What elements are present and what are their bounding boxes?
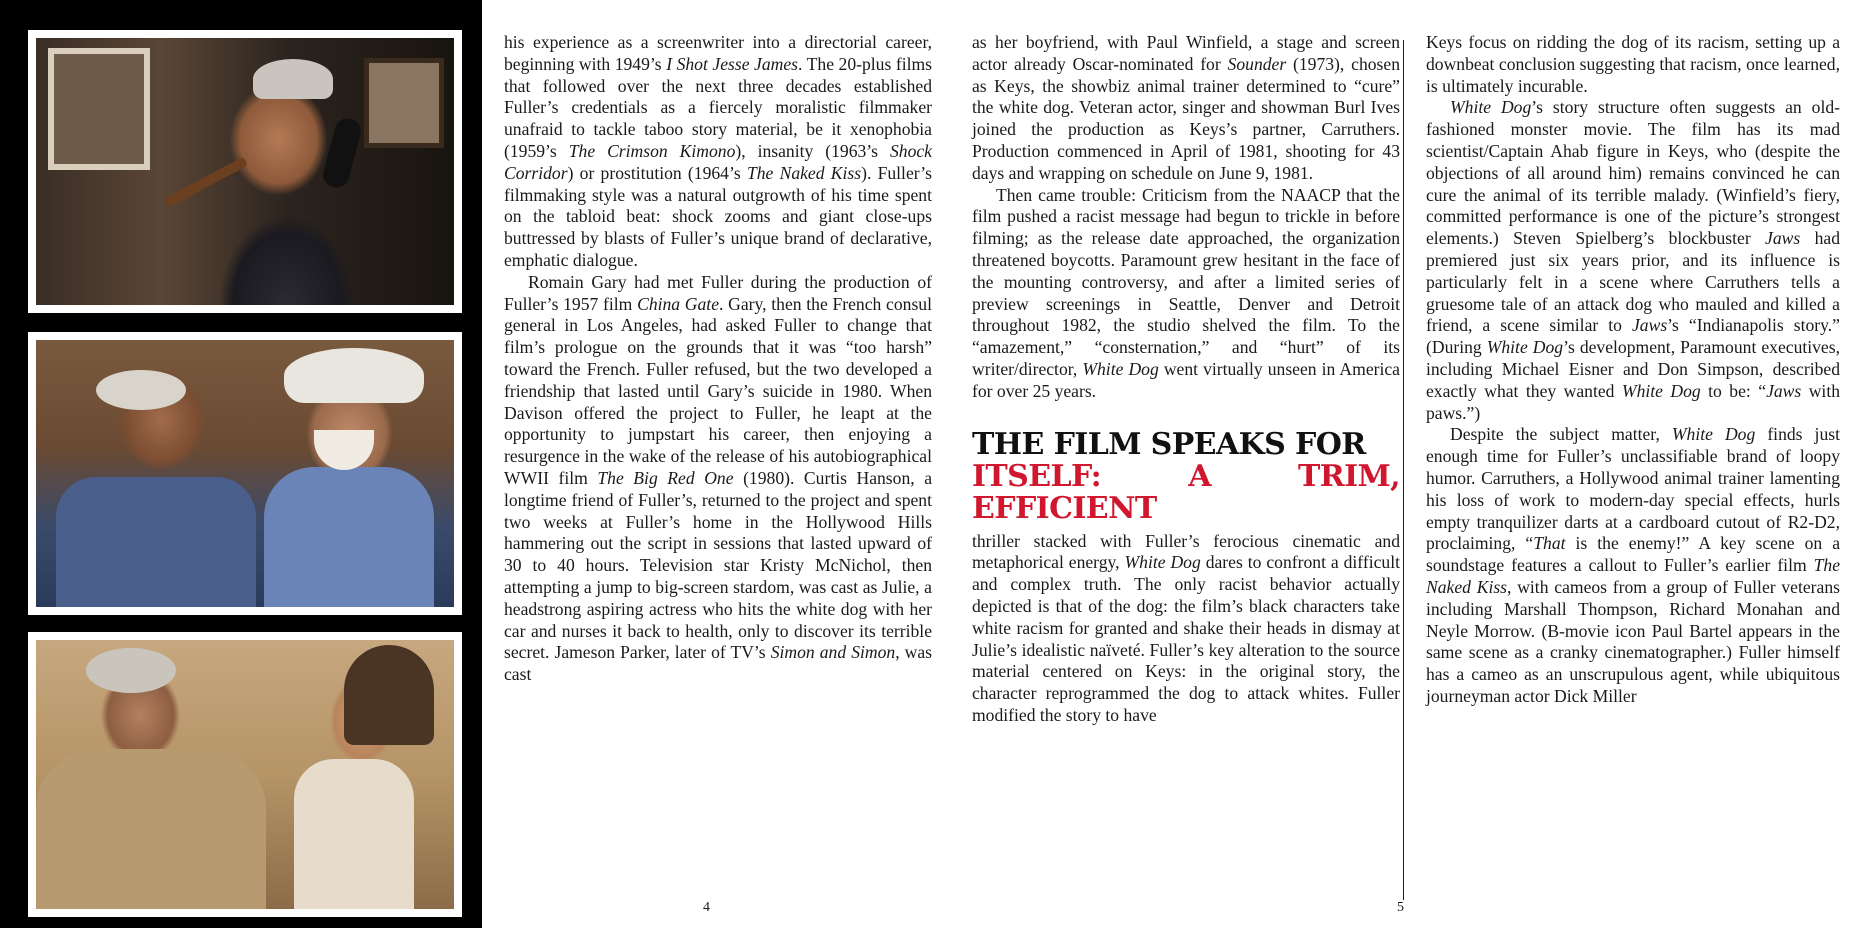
photo-fuller-on-phone <box>28 30 462 313</box>
italic-title: White Dog <box>1082 358 1159 379</box>
woman-figure <box>294 759 414 909</box>
paragraph: Despite the subject matter, White Dog finds just enough time for Fuller’s unclassifiable brand of loopy humor. Carruthers, a Hollywood animal trainer lamenting his loss of work to modern-day special effects, hurls empty tranquilizer darts at a cardboard cutout of R2-D2, proclaiming, “That is the enemy!” A key scene on a soundstage features a callout to Fuller’s earlier film The Naked Kiss, with cameos from a group of Fuller veterans including Marshall Thompson, Richard Monahan and Neyle Morrow. (B-movie icon Paul Bartel appears in the same scene as a cranky cinematographer.) Fuller himself has a cameo as an unscrupulous agent, while ubiquitous journeyman actor Dick Miller <box>1426 424 1840 706</box>
italic-title: White Dog <box>1621 380 1701 401</box>
italic-title: China Gate <box>637 293 720 314</box>
gray-hair <box>86 648 176 693</box>
paragraph: his experience as a screenwriter into a directorial career, beginning with 1949’s I Shot Jesse James. The 20-plus films that followed over the next three decades established Fuller’s credentials as a fiercely moralistic filmmaker unafraid to tackle taboo story material, be it xenophobia (1959’s The Crimson Kimono), insanity (1963’s Shock Corridor) or prostitution (1964’s The Naked Kiss). Fuller’s filmmaking style was a natural outgrowth of his time spent on the tabloid beat: shock zooms and giant close-ups buttressed by blasts of Fuller’s unique brand of declarative, emphatic dialogue. <box>504 32 933 270</box>
photo-two-men-talking-image <box>36 340 454 607</box>
italic-title: The Naked Kiss <box>1426 555 1840 597</box>
italic-title: The Big Red One <box>597 467 734 488</box>
italic-title: White Dog <box>1124 552 1201 573</box>
column-2 <box>972 32 1400 727</box>
page-number-left: 4 <box>703 900 710 915</box>
italic-title: Simon and Simon <box>770 642 896 663</box>
column-1 <box>504 32 932 686</box>
paragraph: Then came trouble: Criticism from the NAACP that the film pushed a racist message had begun to trickle in before filming; as the release date approached, the organization threatened boycotts. Paramount grew hesitant in the face of the mounting controversy, and after a limited series of preview screenings in Seattle, Denver and Detroit throughout 1982, the studio shelved the film. To the “amazement,” “consternation,” and “hurt” of its writer/director, White Dog went virtually unseen in America for over 25 years. <box>972 184 1400 401</box>
white-beard <box>314 430 374 470</box>
italic-title: White Dog <box>1450 97 1532 118</box>
light-blue-shirt <box>264 467 434 607</box>
photo-man-and-woman <box>28 632 462 917</box>
white-hat <box>284 348 424 403</box>
paragraph: Romain Gary had met Fuller during the production of Fuller’s 1957 film China Gate. Gary, then the French consul general in Los Angeles, had asked Fuller to change that film’s prologue on the grounds that it was “too harsh” toward the French. Fuller refused, but the two developed a friendship that lasted until Gary’s suicide in 1980. When Davison offered the project to Fuller, he leapt at the opportunity to jumpstart his career, then enjoying a resurgence in the wake of the release of his autobiographical WWII film The Big Red One (1980). Curtis Hanson, a longtime friend of Fuller’s, returned to the project and spent two weeks at Fuller’s home in the Hollywood Hills hammering out the script in sessions that lasted upward of 30 to 40 hours. Television star Kristy McNichol, then attempting a jump to big-screen stardom, was cast as Julie, a headstrong aspiring actress who hits the white dog with her car and nurses it back to health, only to discover its terrible secret. Jameson Parker, later of TV’s Simon and Simon, was cast <box>504 271 933 685</box>
italic-title: Jaws <box>1765 228 1801 249</box>
column-divider <box>1403 40 1404 900</box>
gray-hair <box>253 59 333 99</box>
paragraph: White Dog’s story structure often suggests an old-fashioned monster movie. The film has its mad scientist/Captain Ahab figure in Keys, who (despite the objections of all around him) remains convinced he can cure the animal of its terrible malady. (Winfield’s fiery, committed performance is one of the picture’s strongest elements.) Steven Spielberg’s blockbuster Jaws had premiered just six years prior, and its influence is particularly felt in a scene where Carruthers tells a gruesome tale of an attack dog who mauled and killed a friend, a scene similar to Jaws’s “Indianapolis story.” (During White Dog’s development, Paramount executives, including Michael Eisner and Don Simpson, described exactly what they wanted White Dog to be: “Jaws with paws.”) <box>1426 97 1840 423</box>
italic-title: Sounder <box>1227 53 1287 74</box>
italic-title: The Naked Kiss <box>746 162 862 183</box>
photo-two-men-talking <box>28 332 462 615</box>
photo-man-and-woman-image <box>36 640 454 909</box>
italic-title: Jaws <box>1631 315 1668 336</box>
gray-hair <box>96 370 186 410</box>
paragraph: as her boyfriend, with Paul Winfield, a stage and screen actor already Oscar-nominated for Sounder (1973), chosen as Keys, the showbiz animal trainer determined to “cure” the white dog. Veteran actor, singer and showman Burl Ives joined the production as Keys’s partner, Carruthers. Production commenced in April of 1981, shooting for 43 days and wrapping on schedule on June 9, 1981. <box>972 32 1400 183</box>
italic-title: Shock Corridor <box>504 140 932 183</box>
photo-fuller-on-phone-image <box>36 38 454 305</box>
brown-hair <box>344 645 434 745</box>
wall-picture-frame <box>48 48 150 170</box>
section-heading-line1: THE FILM SPEAKS FOR <box>972 426 1366 462</box>
wall-picture-frame <box>364 58 444 148</box>
italic-title: Jaws <box>1766 380 1802 401</box>
section-heading-line2: ITSELF: A TRIM, EFFICIENT <box>972 458 1400 526</box>
telephone-receiver <box>320 116 363 190</box>
italic-title: White Dog <box>1486 337 1564 358</box>
column-3 <box>1426 32 1840 708</box>
section-heading <box>972 426 1400 526</box>
italic-title: The Crimson Kimono <box>568 140 736 161</box>
paragraph: thriller stacked with Fuller’s ferocious cinematic and metaphorical energy, White Dog dares to confront a difficult and complex truth. The only racist behavior actually depicted is that of the dog: the film’s black characters take white racism for granted and shake their heads in dismay at Julie’s idealistic naïveté. Fuller’s key alteration to the source material centered on Keys: in the original story, the character reprogrammed the dog to attack whites. Fuller modified the story to have <box>972 530 1400 725</box>
page-number-right: 5 <box>1397 900 1404 915</box>
cigar <box>164 156 248 207</box>
tan-jacket <box>36 749 266 909</box>
italic-title: I Shot Jesse James <box>666 53 799 74</box>
paragraph: Keys focus on ridding the dog of its racism, setting up a downbeat conclusion suggesting that racism, once learned, is ultimately incurable. <box>1426 32 1840 96</box>
blue-shirt <box>56 477 256 607</box>
italic-title: That <box>1533 533 1566 554</box>
italic-title: White Dog <box>1671 424 1756 445</box>
